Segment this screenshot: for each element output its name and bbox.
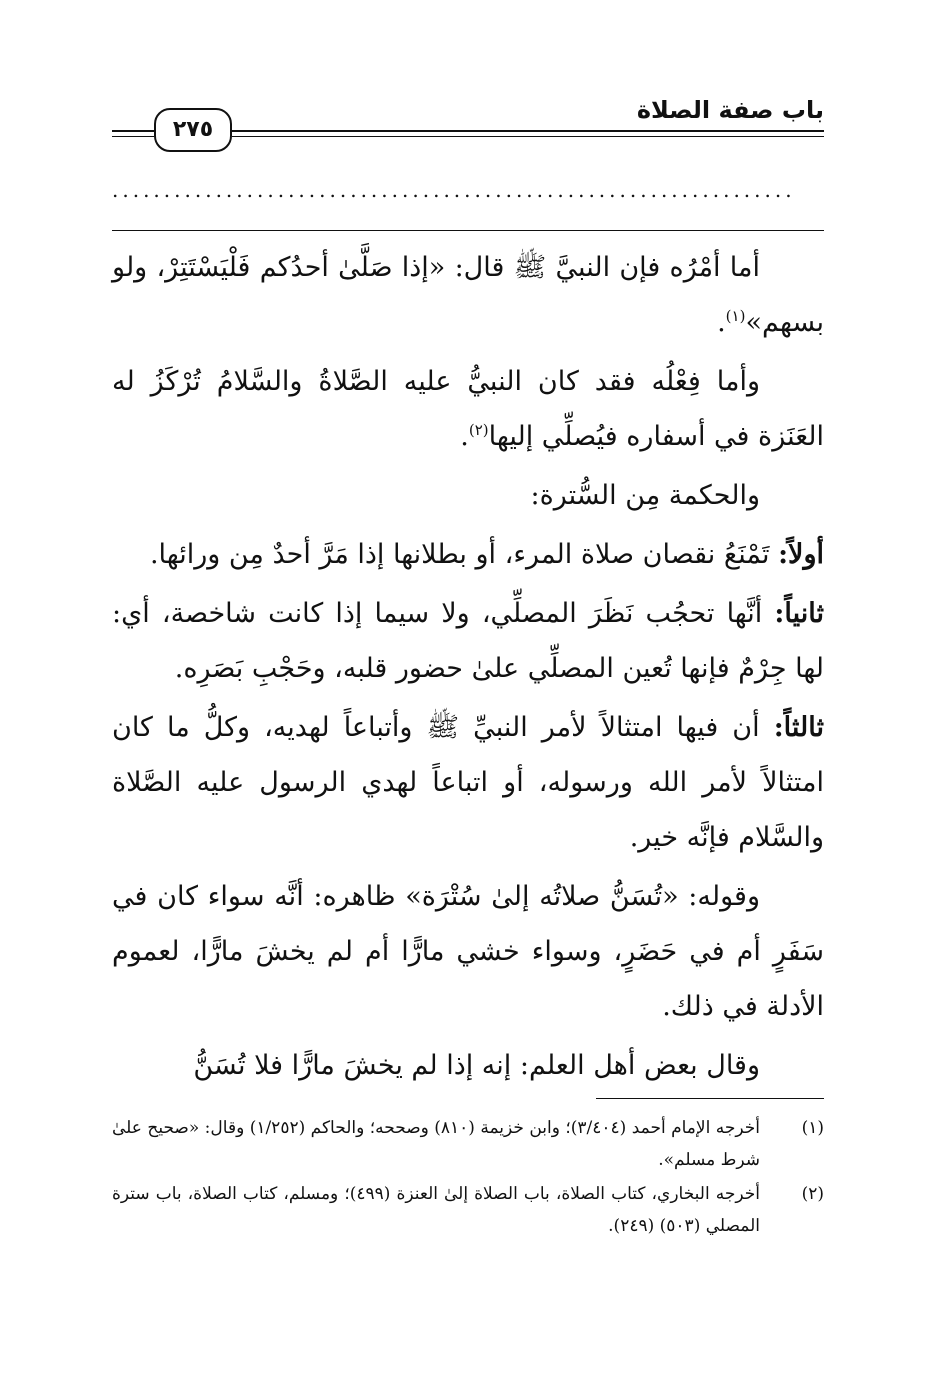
paragraph-4 <box>112 527 824 582</box>
paragraph-6 <box>112 700 824 865</box>
footnote-rule <box>596 1098 824 1099</box>
main-text <box>112 240 824 1097</box>
point-2-text: أنَّها تحجُب نَظَرَ المصلِّي، ولا سيما إذا كانت شاخصة، أي: لها جِرْمٌ فإنها تُعين المصلِّي علىٰ حضور قلبه، وحَجْبِ بَصَرِه. <box>112 598 824 684</box>
header-rule-top <box>112 130 154 132</box>
footnote-1 <box>112 1112 824 1176</box>
footnote-ref-1[interactable]: (١) <box>725 307 746 325</box>
header-rule-top-right <box>232 130 824 132</box>
point-2-label: ثانياً: <box>774 598 824 629</box>
page-number: ٢٧٥ <box>154 108 232 152</box>
header-rule-bottom <box>112 136 154 137</box>
footnote-2-number: (٢) <box>801 1184 824 1204</box>
paragraph-1-text: أما أمْرُه فإن النبيَّ ﷺ قال: «إذا صَلَّىٰ أحدُكم فَلْيَسْتَتِرْ، ولو بسهم» <box>112 252 824 338</box>
point-1-text: تَمْنَعُ نقصان صلاة المرء، أو بطلانها إذا مَرَّ أحدٌ مِن ورائها. <box>149 539 779 570</box>
paragraph-1 <box>112 240 824 350</box>
footnote-ref-2[interactable]: (٢) <box>468 421 489 439</box>
paragraph-5 <box>112 586 824 696</box>
paragraph-1-end: . <box>717 307 726 338</box>
running-title: باب صفة الصلاة <box>636 96 824 124</box>
page-header <box>112 96 824 156</box>
dotted-separator: .................................................................. <box>112 178 796 202</box>
paragraph-3: والحكمة مِن السُّترة: <box>530 480 760 511</box>
separator-line <box>112 230 824 231</box>
paragraph-8: وقال بعض أهل العلم: إنه إذا لم يخشَ مارًّا فلا تُسَنُّ <box>193 1050 760 1081</box>
point-1-label: أولاً: <box>778 539 824 570</box>
footnote-2-text: أخرجه البخاري، كتاب الصلاة، باب الصلاة إلىٰ العنزة (٤٩٩)؛ ومسلم، كتاب الصلاة، باب سترة المصلي (٥٠٣) (٢٤٩). <box>112 1184 760 1236</box>
header-rule-bottom-right <box>232 136 824 137</box>
paragraph-2-end: . <box>460 421 469 452</box>
paragraph-2-text: وأما فِعْلُه فقد كان النبيُّ عليه الصَّلاةُ والسَّلامُ تُرْكَزُ له العَنَزة في أسفاره فيُصلِّي إليها <box>112 366 824 452</box>
footnote-1-text: أخرجه الإمام أحمد (٣/٤٠٤)؛ وابن خزيمة (٨١٠) وصححه؛ والحاكم (١/٢٥٢) وقال: «صحيح علىٰ شرط مسلم». <box>112 1118 760 1170</box>
point-3-text: أن فيها امتثالاً لأمر النبيِّ ﷺ وأتباعاً لهديه، وكلُّ ما كان امتثالاً لأمر الله ورسوله، أو اتباعاً لهدي الرسول عليه الصَّلاة والسَّلام فإنَّه خير. <box>112 712 824 853</box>
footnotes <box>112 1112 824 1244</box>
footnote-2 <box>112 1178 824 1242</box>
point-3-label: ثالثاً: <box>773 712 824 743</box>
paragraph-7: وقوله: «تُسَنُّ صلاتُه إلىٰ سُتْرَة» ظاهره: أنَّه سواء كان في سَفَرٍ أم في حَضَرٍ، وسواء خشي مارًّا أم لم يخشَ مارًّا، لعموم الأدلة في ذلك. <box>112 881 824 1022</box>
footnote-1-number: (١) <box>801 1118 824 1138</box>
paragraph-2 <box>112 354 824 464</box>
